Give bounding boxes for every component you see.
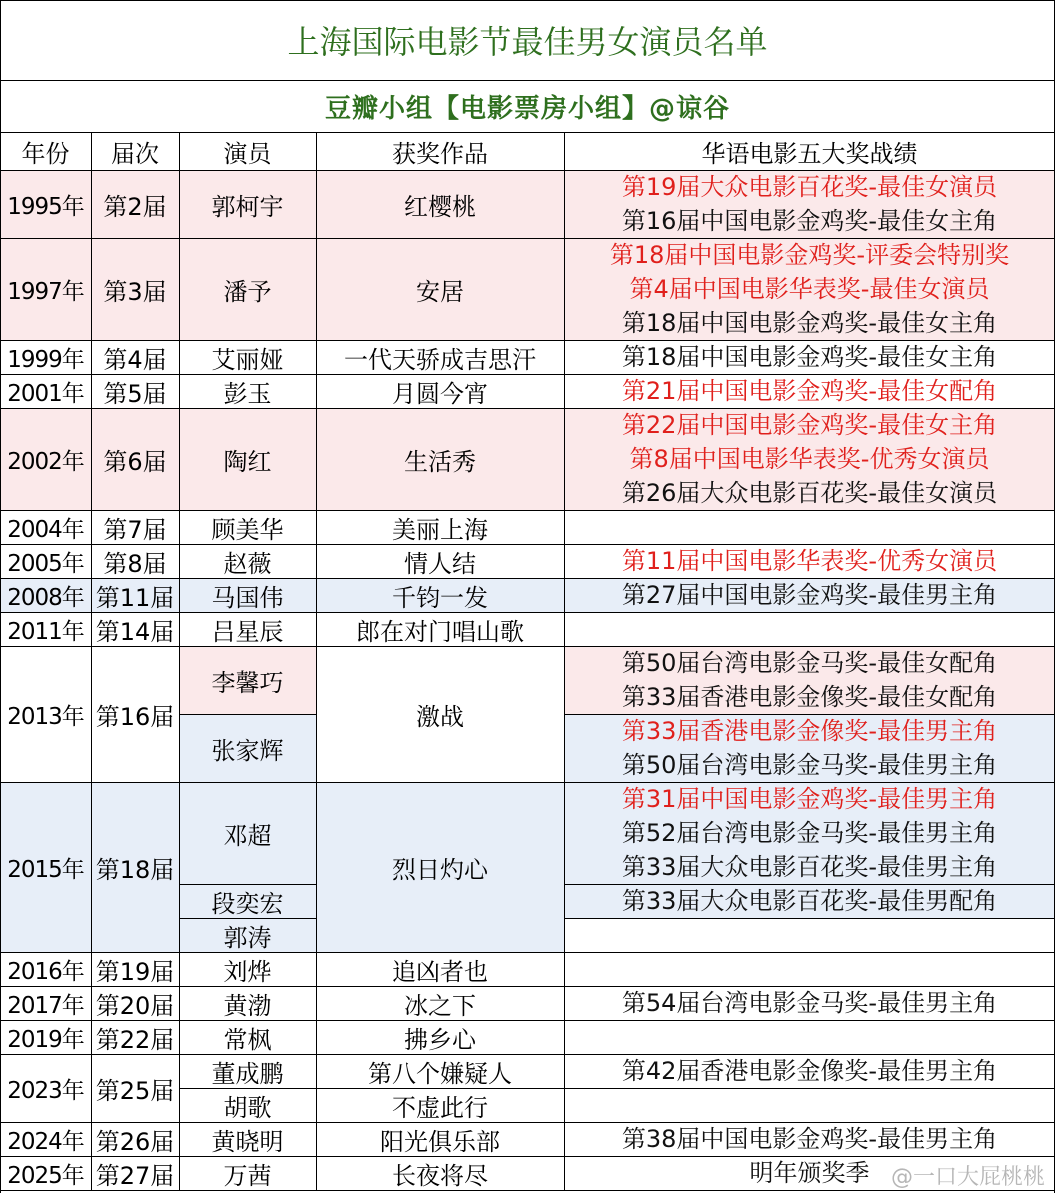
awards-cell [564, 578, 1055, 612]
actor-cell: 常枫 [179, 1020, 316, 1054]
actor-cell: 彭玉 [179, 374, 316, 408]
grid-line [0, 544, 1055, 545]
session-cell: 第6届 [91, 408, 179, 510]
year-cell: 2023年 [0, 1054, 91, 1122]
grid-line [0, 578, 1055, 579]
year-cell: 2013年 [0, 646, 91, 782]
grid-line [0, 0, 1, 1193]
grid-line [0, 1020, 1055, 1021]
actor-cell: 黄晓明 [179, 1122, 316, 1156]
grid-line [0, 986, 1055, 987]
year-cell: 1999年 [0, 340, 91, 374]
work-cell: 冰之下 [316, 986, 564, 1020]
awards-cell [564, 1122, 1055, 1156]
grid-line [179, 1088, 316, 1089]
work-cell: 生活秀 [316, 408, 564, 510]
header-work: 获奖作品 [392, 139, 488, 168]
work-cell: 第八个嫌疑人 [316, 1054, 564, 1088]
actor-cell: 潘予 [179, 238, 316, 340]
awards-cell [564, 1088, 1055, 1122]
awards-cell [564, 374, 1055, 408]
header-awards: 华语电影五大奖战绩 [701, 139, 918, 168]
awards-cell [564, 918, 1055, 952]
session-cell: 第2届 [91, 170, 179, 238]
session-cell: 第5届 [91, 374, 179, 408]
grid-line [564, 714, 1055, 715]
grid-line [0, 408, 1055, 409]
actor-cell: 马国伟 [179, 578, 316, 612]
grid-line [0, 170, 1055, 171]
year-cell: 2008年 [0, 578, 91, 612]
actor-cell: 黄渤 [179, 986, 316, 1020]
awards-cell [564, 510, 1055, 544]
work-cell: 安居 [316, 238, 564, 340]
grid-line [0, 510, 1055, 511]
session-cell: 第27届 [91, 1156, 179, 1190]
award-entry: 第22届中国电影金鸡奖-最佳女主角 [621, 411, 998, 439]
award-entry: 第18届中国电影金鸡奖-最佳女主角 [621, 343, 998, 371]
actor-cell: 胡歌 [179, 1088, 316, 1122]
session-cell: 第20届 [91, 986, 179, 1020]
award-entry: 第54届台湾电影金马奖-最佳男主角 [621, 989, 998, 1017]
awards-cell [564, 408, 1055, 510]
session-cell: 第22届 [91, 1020, 179, 1054]
awards-cell [564, 986, 1055, 1020]
award-entry: 第11届中国电影华表奖-优秀女演员 [621, 547, 998, 575]
work-cell: 一代天骄成吉思汗 [316, 340, 564, 374]
grid-line [0, 132, 1055, 133]
work-cell: 美丽上海 [316, 510, 564, 544]
grid-line [0, 782, 1055, 783]
grid-line [564, 132, 565, 1190]
award-entry: 第8届中国电影华表奖-优秀女演员 [629, 445, 990, 473]
awards-cell [564, 646, 1055, 714]
work-cell: 红樱桃 [316, 170, 564, 238]
grid-line [564, 918, 1055, 919]
grid-line [179, 714, 316, 715]
work-cell: 郎在对门唱山歌 [316, 612, 564, 646]
actor-cell: 刘烨 [179, 952, 316, 986]
grid-line [0, 340, 1055, 341]
awards-cell [564, 1054, 1055, 1088]
grid-line [0, 238, 1055, 239]
work-cell: 长夜将尽 [316, 1156, 564, 1190]
work-cell: 不虚此行 [316, 1088, 564, 1122]
year-cell: 2019年 [0, 1020, 91, 1054]
year-cell: 2024年 [0, 1122, 91, 1156]
work-cell: 千钧一发 [316, 578, 564, 612]
award-entry: 第52届台湾电影金马奖-最佳男主角 [621, 819, 998, 847]
page-subtitle: 豆瓣小组【电影票房小组】@谅谷 [324, 93, 730, 124]
header-year: 年份 [21, 139, 70, 168]
grid-line [0, 646, 1055, 647]
grid-line [0, 374, 1055, 375]
grid-line [0, 1156, 1055, 1157]
work-cell: 月圆今宵 [316, 374, 564, 408]
award-entry: 第16届中国电影金鸡奖-最佳女主角 [621, 207, 998, 235]
page-title: 上海国际电影节最佳男女演员名单 [287, 23, 768, 61]
year-cell: 2011年 [0, 612, 91, 646]
work-cell: 追凶者也 [316, 952, 564, 986]
year-cell: 2017年 [0, 986, 91, 1020]
awards-cell [564, 544, 1055, 578]
year-cell: 2001年 [0, 374, 91, 408]
grid-line [0, 952, 1055, 953]
watermark: @一口大屁桃桃 [890, 1165, 1045, 1190]
session-cell: 第11届 [91, 578, 179, 612]
grid-line [91, 132, 92, 1190]
awards-cell [564, 238, 1055, 340]
award-entry: 第18届中国电影金鸡奖-最佳女主角 [621, 309, 998, 337]
session-cell: 第8届 [91, 544, 179, 578]
actor-cell: 郭柯宇 [179, 170, 316, 238]
grid-line [0, 1054, 1055, 1055]
grid-line [564, 1088, 1055, 1089]
header-session: 届次 [111, 139, 159, 168]
actor-cell: 邓超 [179, 782, 316, 884]
session-cell: 第26届 [91, 1122, 179, 1156]
award-entry: 第4届中国电影华表奖-最佳女演员 [629, 275, 990, 303]
session-cell: 第16届 [91, 646, 179, 782]
award-entry: 第21届中国电影金鸡奖-最佳女配角 [621, 377, 998, 405]
award-entry: 第33届大众电影百花奖-最佳男主角 [621, 853, 998, 881]
awards-cell [564, 952, 1055, 986]
award-entry: 第33届香港电影金像奖-最佳男主角 [621, 717, 998, 745]
actor-cell: 李馨巧 [179, 646, 316, 714]
year-cell: 2002年 [0, 408, 91, 510]
grid-line [0, 612, 1055, 613]
session-cell: 第7届 [91, 510, 179, 544]
award-entry: 第33届香港电影金像奖-最佳女配角 [621, 683, 998, 711]
awards-cell [564, 1020, 1055, 1054]
grid-line [179, 132, 180, 1190]
award-entry: 第33届大众电影百花奖-最佳男配角 [621, 887, 998, 915]
year-cell: 2016年 [0, 952, 91, 986]
work-cell: 情人结 [316, 544, 564, 578]
year-cell: 2004年 [0, 510, 91, 544]
awards-cell [564, 170, 1055, 238]
year-cell: 2025年 [0, 1156, 91, 1190]
awards-cell [564, 782, 1055, 884]
year-cell: 1995年 [0, 170, 91, 238]
year-cell: 1997年 [0, 238, 91, 340]
actor-cell: 万茜 [179, 1156, 316, 1190]
award-entry: 第19届大众电影百花奖-最佳女演员 [621, 173, 998, 201]
awards-cell [564, 714, 1055, 782]
session-cell: 第4届 [91, 340, 179, 374]
actor-cell: 张家辉 [179, 714, 316, 782]
award-entry: 第18届中国电影金鸡奖-评委会特别奖 [609, 241, 1010, 269]
actor-cell: 董成鹏 [179, 1054, 316, 1088]
actor-cell: 吕星辰 [179, 612, 316, 646]
grid-line [0, 80, 1055, 81]
year-cell: 2005年 [0, 544, 91, 578]
award-entry: 第31届中国电影金鸡奖-最佳男主角 [621, 785, 998, 813]
session-cell: 第14届 [91, 612, 179, 646]
grid-line [316, 1088, 564, 1089]
awards-cell [564, 612, 1055, 646]
grid-line [564, 884, 1055, 885]
actor-cell: 艾丽娅 [179, 340, 316, 374]
award-entry: 第26届大众电影百花奖-最佳女演员 [621, 479, 998, 507]
award-entry: 第50届台湾电影金马奖-最佳女配角 [621, 649, 998, 677]
award-entry: 第42届香港电影金像奖-最佳男主角 [621, 1057, 998, 1085]
header-actor: 演员 [223, 139, 272, 168]
grid-line [0, 0, 1055, 1]
work-cell: 阳光俱乐部 [316, 1122, 564, 1156]
awards-cell [564, 884, 1055, 918]
grid-line [179, 918, 316, 919]
session-cell: 第19届 [91, 952, 179, 986]
award-entry: 明年颁奖季 [749, 1159, 870, 1187]
work-cell: 激战 [316, 646, 564, 782]
session-cell: 第25届 [91, 1054, 179, 1122]
session-cell: 第3届 [91, 238, 179, 340]
awards-cell [564, 340, 1055, 374]
actor-cell: 陶红 [179, 408, 316, 510]
award-entry: 第50届台湾电影金马奖-最佳男主角 [621, 751, 998, 779]
actor-cell: 郭涛 [179, 918, 316, 952]
actor-cell: 段奕宏 [179, 884, 316, 918]
year-cell: 2015年 [0, 782, 91, 952]
award-entry: 第38届中国电影金鸡奖-最佳男主角 [621, 1125, 998, 1153]
work-cell: 拂乡心 [316, 1020, 564, 1054]
work-cell: 烈日灼心 [316, 782, 564, 952]
grid-line [0, 1122, 1055, 1123]
session-cell: 第18届 [91, 782, 179, 952]
actor-cell: 赵薇 [179, 544, 316, 578]
grid-line [316, 132, 317, 1190]
award-entry: 第27届中国电影金鸡奖-最佳男主角 [621, 581, 998, 609]
actor-cell: 顾美华 [179, 510, 316, 544]
grid-line [179, 884, 316, 885]
